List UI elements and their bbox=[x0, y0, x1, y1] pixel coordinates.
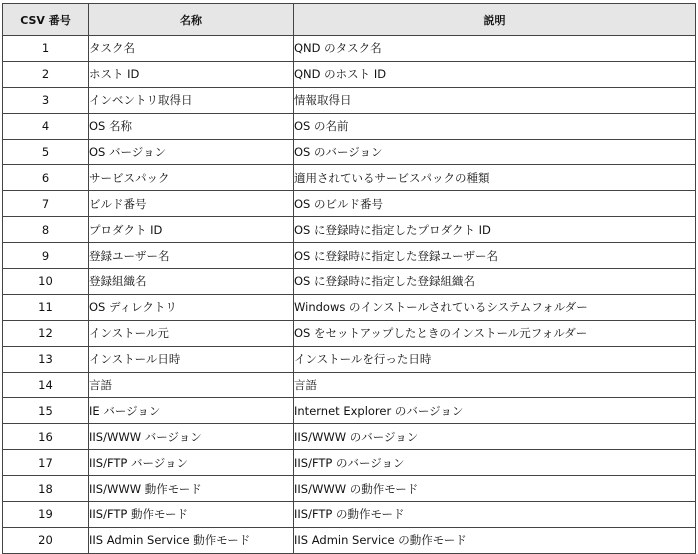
name-cell: インベントリ取得日 bbox=[89, 87, 294, 113]
name-cell: IIS/WWW 動作モード bbox=[89, 476, 294, 502]
table-row bbox=[3, 320, 696, 346]
csv-number-cell: 3 bbox=[3, 87, 89, 113]
name-cell: サービスパック bbox=[89, 165, 294, 191]
table-row bbox=[3, 476, 696, 502]
description-cell: 適用されているサービスパックの種類 bbox=[294, 165, 696, 191]
table-row bbox=[3, 450, 696, 476]
description-cell: IIS/FTP の動作モード bbox=[294, 502, 696, 528]
csv-number-cell: 14 bbox=[3, 372, 89, 398]
description-cell: OS をセットアップしたときのインストール元フォルダー bbox=[294, 320, 696, 346]
description-cell: IIS/WWW のバージョン bbox=[294, 424, 696, 450]
table-row bbox=[3, 61, 696, 87]
name-cell: 登録ユーザー名 bbox=[89, 243, 294, 269]
table-row bbox=[3, 243, 696, 269]
csv-number-cell: 16 bbox=[3, 424, 89, 450]
description-cell: 言語 bbox=[294, 372, 696, 398]
table-row bbox=[3, 113, 696, 139]
table-row bbox=[3, 191, 696, 217]
description-cell: IIS/FTP のバージョン bbox=[294, 450, 696, 476]
name-cell: IIS/FTP 動作モード bbox=[89, 502, 294, 528]
csv-number-cell: 15 bbox=[3, 398, 89, 424]
name-cell: IIS/WWW バージョン bbox=[89, 424, 294, 450]
description-cell: QND のホスト ID bbox=[294, 61, 696, 87]
csv-number-cell: 19 bbox=[3, 502, 89, 528]
table-row bbox=[3, 294, 696, 320]
csv-number-cell: 11 bbox=[3, 294, 89, 320]
table-body bbox=[3, 36, 696, 554]
description-cell: Windows のインストールされているシステムフォルダー bbox=[294, 294, 696, 320]
description-cell: インストールを行った日時 bbox=[294, 346, 696, 372]
csv-number-cell: 1 bbox=[3, 36, 89, 62]
csv-number-cell: 13 bbox=[3, 346, 89, 372]
header-csv-number: CSV 番号 bbox=[3, 4, 89, 36]
name-cell: 言語 bbox=[89, 372, 294, 398]
name-cell: IE バージョン bbox=[89, 398, 294, 424]
name-cell: 登録組織名 bbox=[89, 269, 294, 295]
description-cell: OS のビルド番号 bbox=[294, 191, 696, 217]
csv-number-cell: 7 bbox=[3, 191, 89, 217]
header-row bbox=[3, 4, 696, 36]
table-row bbox=[3, 398, 696, 424]
description-cell: OS に登録時に指定した登録ユーザー名 bbox=[294, 243, 696, 269]
name-cell: インストール日時 bbox=[89, 346, 294, 372]
csv-number-cell: 4 bbox=[3, 113, 89, 139]
header-description: 説明 bbox=[294, 4, 696, 36]
name-cell: IIS Admin Service 動作モード bbox=[89, 527, 294, 553]
description-cell: 情報取得日 bbox=[294, 87, 696, 113]
csv-number-cell: 18 bbox=[3, 476, 89, 502]
description-cell: OS に登録時に指定したプロダクト ID bbox=[294, 217, 696, 243]
name-cell: タスク名 bbox=[89, 36, 294, 62]
table-row bbox=[3, 346, 696, 372]
csv-field-table bbox=[2, 3, 696, 554]
table-row bbox=[3, 217, 696, 243]
description-cell: Internet Explorer のバージョン bbox=[294, 398, 696, 424]
table-row bbox=[3, 36, 696, 62]
name-cell: OS ディレクトリ bbox=[89, 294, 294, 320]
csv-number-cell: 17 bbox=[3, 450, 89, 476]
csv-number-cell: 9 bbox=[3, 243, 89, 269]
description-cell: QND のタスク名 bbox=[294, 36, 696, 62]
csv-number-cell: 2 bbox=[3, 61, 89, 87]
table-row bbox=[3, 372, 696, 398]
csv-number-cell: 10 bbox=[3, 269, 89, 295]
csv-number-cell: 12 bbox=[3, 320, 89, 346]
name-cell: ホスト ID bbox=[89, 61, 294, 87]
name-cell: OS 名称 bbox=[89, 113, 294, 139]
description-cell: IIS/WWW の動作モード bbox=[294, 476, 696, 502]
table-row bbox=[3, 87, 696, 113]
table-row bbox=[3, 269, 696, 295]
csv-number-cell: 6 bbox=[3, 165, 89, 191]
header-name: 名称 bbox=[89, 4, 294, 36]
csv-number-cell: 20 bbox=[3, 527, 89, 553]
description-cell: IIS Admin Service の動作モード bbox=[294, 527, 696, 553]
csv-number-cell: 5 bbox=[3, 139, 89, 165]
name-cell: プロダクト ID bbox=[89, 217, 294, 243]
description-cell: OS のバージョン bbox=[294, 139, 696, 165]
name-cell: IIS/FTP バージョン bbox=[89, 450, 294, 476]
table-row bbox=[3, 502, 696, 528]
name-cell: インストール元 bbox=[89, 320, 294, 346]
table-row bbox=[3, 527, 696, 553]
description-cell: OS の名前 bbox=[294, 113, 696, 139]
table-row bbox=[3, 139, 696, 165]
name-cell: OS バージョン bbox=[89, 139, 294, 165]
name-cell: ビルド番号 bbox=[89, 191, 294, 217]
csv-number-cell: 8 bbox=[3, 217, 89, 243]
table-header bbox=[3, 4, 696, 36]
description-cell: OS に登録時に指定した登録組織名 bbox=[294, 269, 696, 295]
table-row bbox=[3, 424, 696, 450]
table-row bbox=[3, 165, 696, 191]
